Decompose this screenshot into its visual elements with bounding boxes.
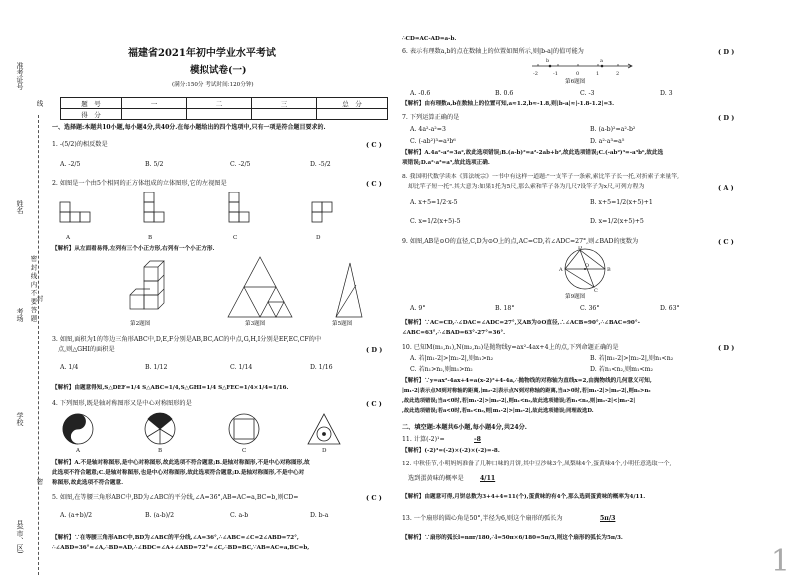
q4-opt-c: C [242, 448, 247, 454]
svg-text:A: A [559, 267, 563, 273]
q6-caption: 第6题图 [565, 79, 586, 85]
svg-text:B: B [607, 267, 611, 273]
q9-stem: 9. 如图,AB是⊙O的直径,C,D为⊙O上的点,AC=CD,若∠ADC=27°,则∠BAD的度数为 [402, 238, 639, 245]
q7-jiexi-1: 【解析】A.4a²-a²=3a²,故此选项错误;B.(a-b)²=a²-2ab+b²,故此选项错误;C.(-ab²)³=-a³b⁶,故此选 [402, 150, 664, 156]
q9-caption: 第9题图 [565, 294, 586, 300]
q10-opt-a: A. 若|m₁-2|>|m₂-2|,则n₁>n₂ [410, 355, 494, 362]
q6-jiexi: 【解析】由有理数a,b在数轴上的位置可知,a≈1.2,b≈-1.8,则|b-a|≈|-1.8-1.2|=3. [402, 101, 615, 107]
q13-answer: 5π/3 [600, 515, 616, 522]
score-head-2: 二 [187, 98, 252, 109]
binding-line [38, 115, 39, 575]
q1-answer: ( C ) [366, 141, 382, 149]
q2-opt-d: D [316, 235, 321, 241]
score-cell-total[interactable] [317, 109, 388, 120]
q13-jiexi: 【解析】∵扇形的弧长l=nπr/180,∴l=50π×6/180=5π/3,则这个扇形的弧长为5π/3. [402, 535, 623, 541]
q5-jiexi-1: 【解析】∵在等腰三角形ABC中,BD为∠ABC的平分线,∠A=36°,∴∠ABC=∠C=2∠ABD=72°, [52, 535, 299, 541]
q10-stem: 10. 已知M(m₁,n₁),N(m₂,n₂)是抛物线y=ax²-4ax+4上的点,下列命题正确的是 [402, 344, 619, 351]
left-column [50, 0, 392, 583]
q5-answer: ( C ) [366, 494, 382, 502]
mi-word: 密 [35, 478, 44, 485]
q6-stem: 6. 表示有理数a,b的点在数轴上的位置如图所示,则|b-a|的值可能为 [402, 48, 584, 55]
exam-no-label: 准考证号 [16, 62, 24, 90]
q9-opt-b: B. 18° [495, 305, 515, 312]
q12-stem-1: 12. 中秋佳节,小明妈妈准备了几种口味的月饼,其中豆沙味3个,凤梨味4个,蛋黄味4个,小明任意选取一个, [402, 461, 672, 467]
q7-opt-d: D. a²·a³=a⁵ [590, 138, 625, 145]
q11-stem: 11. 计算(-2)¹= [402, 436, 445, 443]
q10-jiexi-4: ,故此选项错误;若a<0时,若n₁<n₂,则|m₁-2|>|m₂-2|,故此选项错误;同理故选D. [402, 408, 594, 414]
q12-jiexi: 【解析】由题意可得,月饼总数为3+4+4=11(个),蛋黄味的有4个,那么选到蛋黄味的概率为4/11. [402, 494, 646, 500]
q2-jiexi: 【解析】从左面看易得,左列有三个小正方形,右列有一个小正方形. [52, 246, 215, 252]
q7-jiexi-2: 项错误;D.a²·a³=a⁵,故此选项正确. [402, 160, 490, 166]
page-number: 1 [770, 544, 790, 579]
q3-stem-b: 点,则△GHI的面积是 [58, 346, 115, 353]
q8-stem-2: 却比竿子短一托".其大意为:如果1托为5尺,那么索和竿子各为几尺?设竿子为x尺,可列方程为 [408, 184, 645, 190]
q9-opt-a: A. 9° [410, 305, 426, 312]
q4-options-figure [54, 412, 374, 448]
school-label-1: 考场 [16, 308, 24, 322]
q7-answer: ( D ) [718, 114, 735, 122]
score-head-1: 一 [122, 98, 187, 109]
q2-opt-b: B [148, 235, 153, 241]
svg-text:b: b [546, 58, 550, 64]
q6-opt-c: C. -3 [580, 90, 595, 97]
q4-jiexi-2: 此选项不符合题意;C.是轴对称图形,也是中心对称图形,故此选项符合题意;D.是轴对称图形,不是中心对 [52, 470, 305, 476]
q9-opt-c: C. 36° [580, 305, 600, 312]
svg-text:1: 1 [596, 71, 600, 77]
fig-caption-2: 第2题图 [130, 321, 151, 327]
q3-answer: ( D ) [366, 346, 383, 354]
q8-stem-1: 8. 我国明代数学读本《算法统宗》一书中有这样一道题:"一支竿子一条索,索比竿子长一托,对折索子来量竿, [402, 174, 679, 180]
q4-opt-a: A [76, 448, 81, 454]
q9-jiexi-2: ∠ABC=63°,∴∠BAD=63°-27°=36°. [402, 330, 506, 336]
q5-opt-d: D. b-a [310, 512, 329, 519]
seal-line-text: 密 封 线 内 不 要 答 题 [29, 255, 38, 322]
q6-opt-b: B. 0.6 [495, 90, 514, 97]
q3-opt-c: C. 1/14 [230, 364, 253, 371]
q9-circle-figure [550, 246, 620, 292]
q9-opt-d: D. 63° [660, 305, 680, 312]
q3-jiexi: 【解析】由题意得知,S△DEF=1/4 S△ABC=1/4,S△GHI=1/4 S△FEC=1/4×1/4=1/16. [52, 385, 289, 391]
q4-opt-d: D [322, 448, 327, 454]
score-row-label: 得 分 [61, 109, 122, 120]
score-head-3: 三 [252, 98, 317, 109]
fig-caption-5: 第5题图 [332, 321, 353, 327]
line-word: 线 [35, 100, 44, 107]
svg-text:-2: -2 [533, 71, 538, 77]
county-label: 县(市、区) [16, 520, 24, 554]
q2-stem: 2. 如图是一个由5个相同的正方体组成的立体图形,它的左视图是 [52, 180, 227, 187]
q10-answer: ( D ) [718, 344, 735, 352]
section-one-heading: 一、选择题:本题共10小题,每小题4分,共40分.在每小题给出的四个选项中,只有一项是符合题目要求的. [52, 124, 326, 131]
q4-opt-b: B [158, 448, 163, 454]
q1-stem: 1. -(5/2)的相反数是 [52, 141, 108, 148]
q10-opt-b: B. 若|m₁-2|>|m₂-2|,则n₁<n₂ [590, 355, 674, 362]
q1-opt-a: A. -2/5 [60, 161, 81, 168]
score-head-4: 总 分 [317, 98, 388, 109]
q5-opt-a: A. (a+b)/2 [60, 512, 93, 519]
q2-answer: ( C ) [366, 180, 382, 188]
q5-opt-b: B. (a-b)/2 [145, 512, 175, 519]
q11-jiexi: 【解析】(-2)³=(-2)×(-2)×(-2)=-8. [402, 448, 500, 454]
svg-text:a: a [600, 58, 603, 64]
score-table [60, 97, 388, 120]
q2-opt-a: A [66, 235, 71, 241]
section-two-heading: 二、填空题:本题共6小题,每小题4分,共24分. [402, 424, 527, 431]
q10-jiexi-2: |m₁-2|表示点M到对称轴的距离,|m₂-2|表示点N到对称轴的距离,当a>0时,若|m₁-2|>|m₂-2|,则n₁>n₂ [402, 388, 651, 394]
q10-jiexi-3: ,故此选项错误;当a<0时,若|m₁-2|>|m₂-2|,则n₁<n₂,故此选项错误;若n₁<n₂,则|m₁-2|<|m₂-2| [402, 398, 636, 404]
q5-jiexi-2: ∴∠ABD=36°=∠A,∴BD=AD,∴∠BDC=∠A+∠ABD=72°=∠C,∴BD=BC,∵AB=AC=a,BC=b, [52, 545, 310, 551]
svg-text:0: 0 [576, 71, 580, 77]
school-label: 学校 [16, 412, 24, 426]
q12-answer: 4/11 [480, 475, 496, 482]
q7-stem: 7. 下列运算正确的是 [402, 114, 460, 121]
q6-opt-d: D. 3 [660, 90, 673, 97]
exam-meta: (满分:150分 考试时间:120分钟) [172, 82, 254, 88]
q2-options-figure [54, 192, 374, 242]
q8-opt-c: C. x=1/2(x+5)-5 [410, 218, 461, 225]
q7-opt-b: B. (a-b)²=a²-b² [590, 126, 636, 133]
svg-text:D: D [578, 246, 583, 251]
q3-opt-b: B. 1/12 [145, 364, 168, 371]
q6-number-line [528, 58, 638, 80]
q1-opt-c: C. -2/5 [230, 161, 251, 168]
q11-answer: -8 [474, 436, 481, 443]
name-label: 姓名 [16, 200, 24, 214]
svg-text:-1: -1 [553, 71, 558, 77]
q6-answer: ( D ) [718, 48, 735, 56]
right-column [400, 0, 745, 583]
q9-jiexi-1: 【解析】∵AC=CD,∴∠DAC=∠ADC=27°,又AB为⊙O直径,∴∠ACB=90°,∴∠BAC=90°- [402, 320, 640, 326]
svg-text:2: 2 [616, 71, 620, 77]
q5-opt-c: C. a-b [230, 512, 249, 519]
q8-opt-d: D. x=1/2(x+5)+5 [590, 218, 644, 225]
q8-opt-b: B. x+5=1/2(x+5)+1 [590, 199, 653, 206]
score-cell-3[interactable] [252, 109, 317, 120]
svg-text:O: O [585, 263, 590, 269]
binding-margin [0, 0, 50, 583]
score-head-0: 题 号 [61, 98, 122, 109]
q1-opt-b: B. 5/2 [145, 161, 164, 168]
q2-opt-c: C [233, 235, 238, 241]
exam-subtitle: 模拟试卷(一) [190, 65, 247, 76]
q10-opt-c: C. 若n₁>n₂,则m₁>m₂ [410, 366, 473, 373]
fig-caption-3: 第3题图 [245, 321, 266, 327]
questions-figures [110, 255, 380, 325]
exam-title: 福建省2021年初中学业水平考试 [128, 48, 276, 59]
q4-jiexi-1: 【解析】A.不是轴对称图形,是中心对称图形,故此选项不符合题意;B.是轴对称图形,不是中心对称图形,故 [52, 460, 310, 466]
q1-opt-d: D. -5/2 [310, 161, 331, 168]
seal-word: 封 [35, 295, 44, 302]
q10-jiexi-1: 【解析】∵y=ax²-4ax+4=a(x-2)²+4-4a,∴抛物线的对称轴为直线x=2,由抛物线的几何意义可知, [402, 378, 652, 384]
q8-opt-a: A. x+5=1/2·x-5 [410, 199, 458, 206]
q4-stem: 4. 下列图形,既是轴对称图形又是中心对称图形的是 [52, 400, 192, 407]
q5-jiexi-end: ∴CD=AC-AD=a-b. [402, 36, 457, 42]
score-cell-1[interactable] [122, 109, 187, 120]
q4-answer: ( C ) [366, 400, 382, 408]
q12-stem-2: 选到蛋黄味的概率是 [408, 475, 464, 482]
q9-answer: ( C ) [718, 238, 734, 246]
q7-opt-a: A. 4a²-a²=3 [410, 126, 446, 133]
score-cell-2[interactable] [187, 109, 252, 120]
q6-opt-a: A. -0.6 [410, 90, 431, 97]
q7-opt-c: C. (-ab²)³=a³b⁶ [410, 138, 456, 145]
q4-jiexi-3: 称图形,故此选项不符合题意. [52, 480, 124, 486]
q8-answer: ( A ) [718, 184, 734, 192]
q3-opt-a: A. 1/4 [60, 364, 79, 371]
q10-opt-d: D. 若n₁<n₂,则m₁<m₂ [590, 366, 654, 373]
svg-text:C: C [594, 288, 598, 292]
q13-stem: 13. 一个扇形的圆心角是50°,半径为6,则这个扇形的弧长为 [402, 515, 563, 522]
q3-stem: 3. 如图,面积为1的等边三角形ABC中,D,E,F分别是AB,BC,AC的中点,G,H,I分别是EF,EC,CF的中 [52, 336, 322, 343]
q3-opt-d: D. 1/16 [310, 364, 333, 371]
q5-stem: 5. 如图,在等腰三角形ABC中,BD为∠ABC的平分线,∠A=36°,AB=AC=a,BC=b,则CD= [52, 494, 299, 501]
